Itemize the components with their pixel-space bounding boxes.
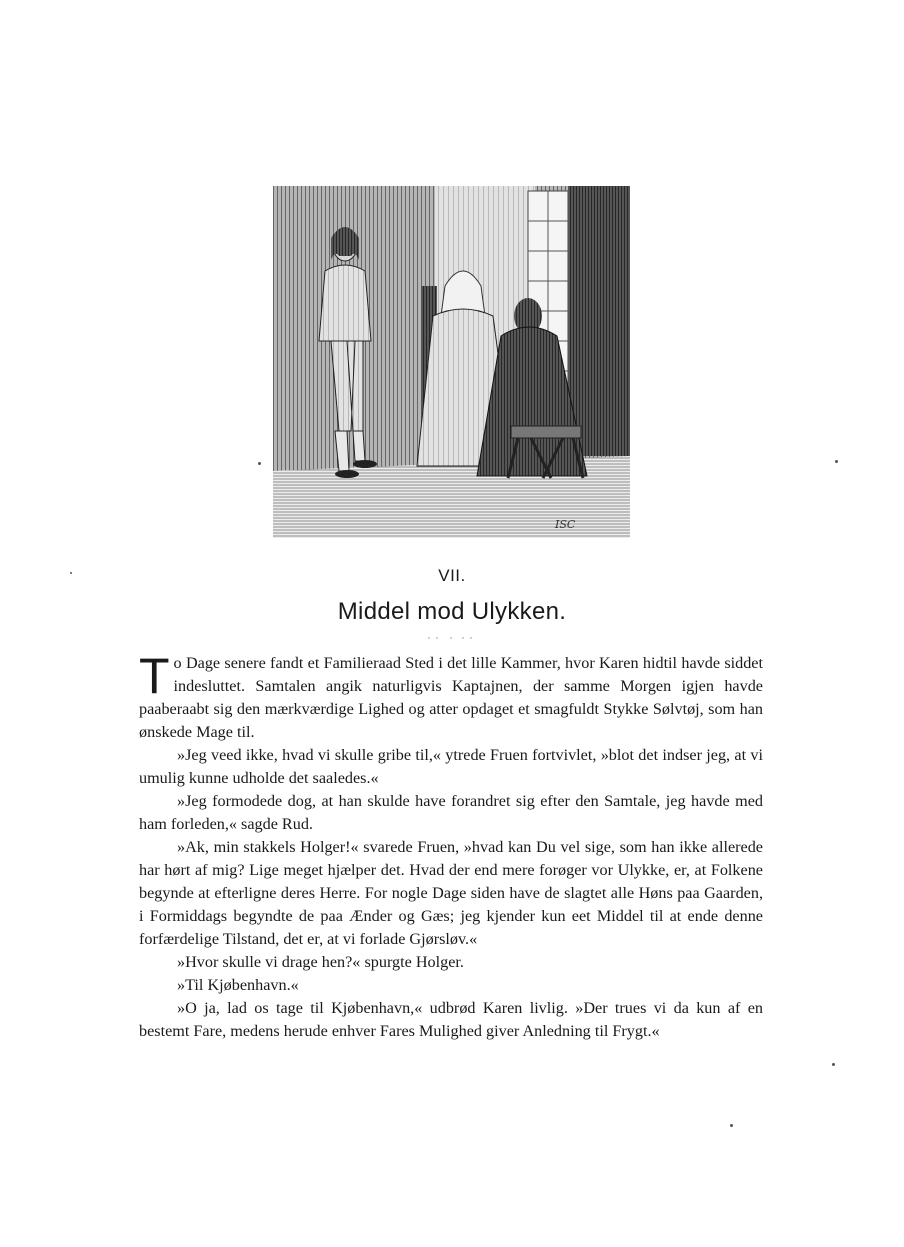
illustration-signature: ISC xyxy=(555,518,576,531)
paragraph: »Jeg formodede dog, at han skulde have forandret sig efter den Samtale, jeg havde med ham forleden,« sagde Rud. xyxy=(139,792,763,833)
engraving-illustration-icon xyxy=(273,186,630,538)
scan-speck xyxy=(70,572,72,574)
chapter-number: VII. xyxy=(438,566,466,585)
paragraph-text: o Dage senere fandt et Familieraad Sted i det lille Kammer, hvor Karen hidtil havde siddet indesluttet. Samtalen angik naturligvis Kaptajnen, der samme Morgen igjen havde paaberaabt sig den mærkværdige Lighed og atter opdaget et smagfuldt Stykke Sølvtøj, som han ønskede Mage til. xyxy=(139,654,763,741)
scan-speck xyxy=(258,462,261,465)
title-ornament-icon xyxy=(425,636,475,640)
paragraph: »O ja, lad os tage til Kjøbenhavn,« udbrød Karen livlig. »Der trues vi da kun af en bestemt Fare, medens herude enhver Fares Mulighed giver Anledning til Frygt.« xyxy=(139,999,763,1040)
chapter-title: Middel mod Ulykken. xyxy=(337,598,567,625)
scan-speck xyxy=(730,1124,733,1127)
paragraph: »Jeg veed ikke, hvad vi skulle gribe til,« ytrede Fruen fortvivlet, »blot det indser jeg, at vi umulig kunne udholde det saaledes.« xyxy=(139,746,763,787)
paragraph: »Hvor skulle vi drage hen?« spurgte Holger. xyxy=(177,953,464,971)
chapter-illustration xyxy=(273,186,630,538)
drop-cap: T xyxy=(139,648,170,704)
scan-speck xyxy=(835,460,838,463)
scan-speck xyxy=(832,1063,835,1066)
paragraph: »Ak, min stakkels Holger!« svarede Fruen, »hvad kan Du vel sige, som han ikke allerede har hørt af mig? Lige meget hjælper det. Hvad der end mere forøger vor Ulykke, er, at Folkene begynde at efterligne deres Herre. For nogle Dage siden have de slagtet alle Høns paa Gaarden, i Formiddags begyndte de paa Ænder og Gæs; jeg kjender kun eet Middel til at ende denne forfærdelige Tilstand, det er, at vi forlade Gjørsløv.« xyxy=(139,838,763,948)
paragraph xyxy=(139,648,763,744)
paragraph: »Til Kjøbenhavn.« xyxy=(177,976,299,994)
chapter-body xyxy=(139,648,763,1043)
